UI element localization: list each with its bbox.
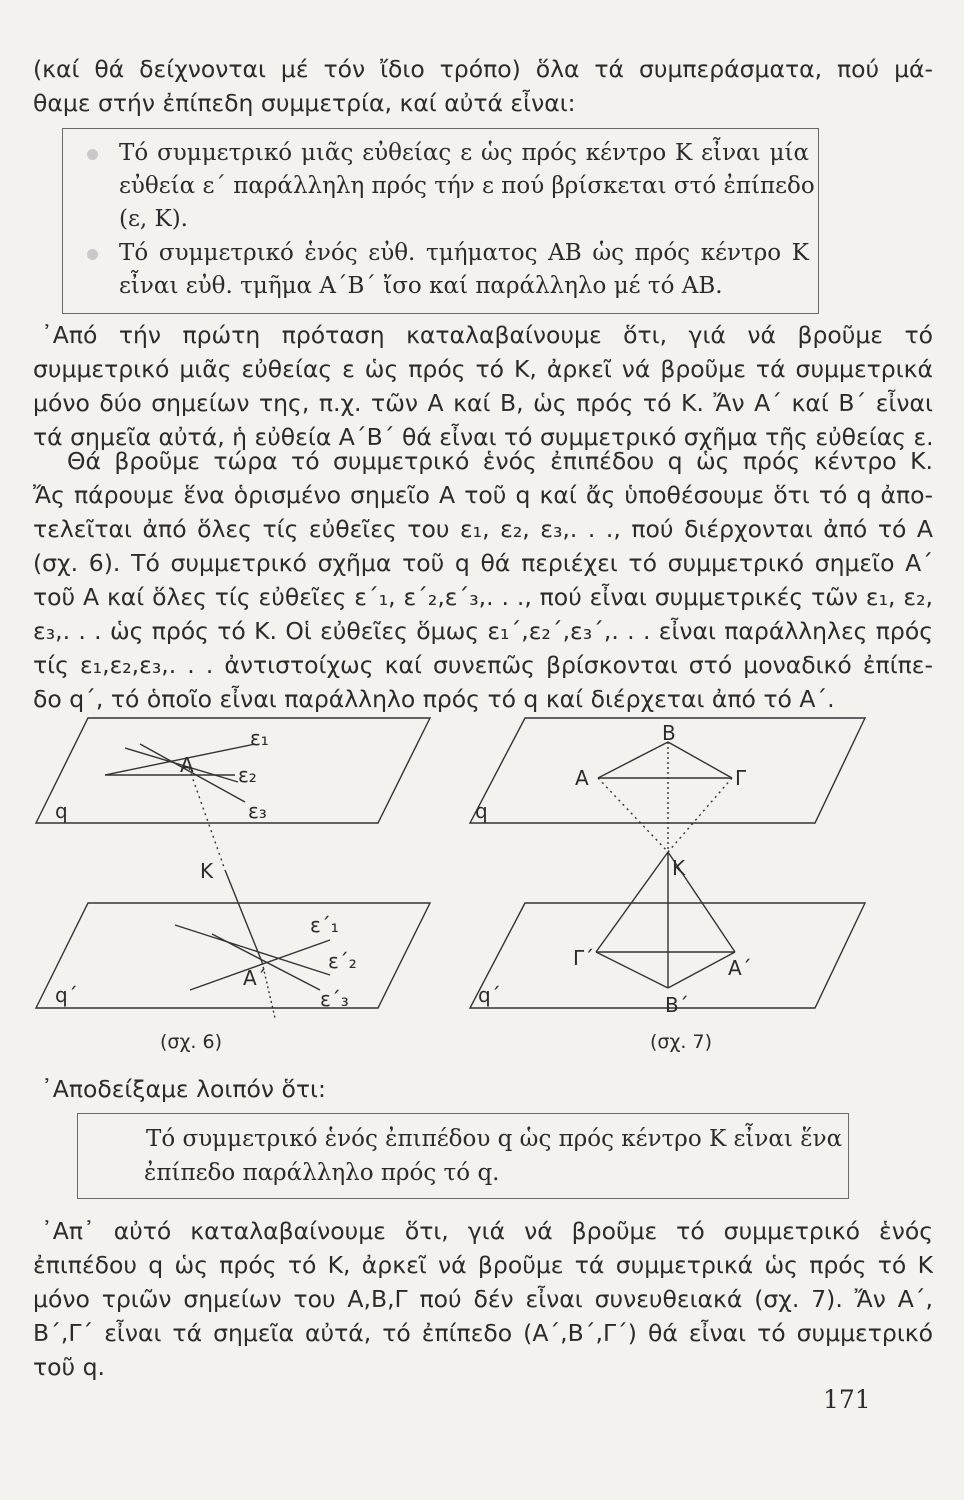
text-line: Ἄς πάρουμε ἕνα ὁρισμένο σημεῖο Α τοῦ q καί ἄς ὑποθέσουμε ὅτι τό q ἀπο-: [33, 481, 933, 509]
text-line: τά σημεῖα αὐτά, ἡ εὐθεία Α΄Β΄ θά εἶναι τό συμμετρικό σχῆμα τῆς εὐθείας ε.: [33, 423, 934, 451]
conclusion-intro: [33, 1072, 933, 1106]
label-K: Κ: [200, 859, 214, 883]
segment-G-K: [668, 778, 732, 852]
label-e1: ε₁: [250, 726, 269, 750]
text-line: τοῦ q.: [33, 1353, 105, 1381]
paragraph-3: [33, 1214, 933, 1384]
text-line: συμμετρικό μιᾶς εὐθείας ε ὡς πρός τό Κ, ἀρκεῖ νά βροῦμε τά συμμετρικά: [33, 355, 933, 383]
text-line: μόνο τριῶν σημείων του Α,Β,Γ πού δέν εἶναι συνευθειακά (σχ. 7). Ἄν Α΄,: [33, 1285, 933, 1313]
plane-q-prime: [36, 903, 430, 1008]
text-line: ε₃,. . . ὡς πρός τό Κ. Οἱ εὐθεῖες ὅμως ε₁΄,ε₂΄,ε₃΄,. . . εἶναι παράλληλες πρός: [33, 617, 933, 645]
figure-6-labels: [55, 726, 357, 1011]
label-A-prime: Α΄: [243, 966, 267, 990]
text-line: ᾿Απ᾿ αὐτό καταλαβαίνουμε ὅτι, γιά νά βροῦμε τό συμμετρικό ἑνός: [41, 1217, 933, 1245]
figure-6-caption: (σχ. 6): [160, 1031, 223, 1053]
property-item: [119, 137, 815, 236]
label-e3-prime: ε΄₃: [320, 987, 349, 1011]
label-K: Κ: [672, 856, 686, 880]
figure-7-caption: (σχ. 7): [650, 1031, 713, 1053]
label-e3: ε₃: [248, 799, 267, 823]
label-q: q: [475, 799, 488, 823]
text-line: εἶναι εὐθ. τμῆμα Α΄Β΄ ἴσο καί παράλληλο μέ τό ΑΒ.: [119, 273, 723, 299]
text-line: θαμε στήν ἐπίπεδη συμμετρία, καί αὐτά εἶναι:: [33, 89, 576, 117]
text-line: Τό συμμετρικό μιᾶς εὐθείας ε ὡς πρός κέντρο Κ εἶναι μία: [119, 140, 809, 166]
label-A: Α: [575, 766, 589, 790]
bullet-icon: [87, 249, 98, 260]
text-line: δο q΄, τό ὁποῖο εἶναι παράλληλο πρός τό q καί διέρχεται ἀπό τό Α΄.: [33, 685, 835, 713]
text-line: Β΄,Γ΄ εἶναι τά σημεῖα αὐτά, τό ἐπίπεδο (Α΄,Β΄,Γ΄) θά εἶναι τό συμμετρικό: [33, 1319, 933, 1347]
theorem-box: [77, 1113, 849, 1199]
text-line: ᾿Αποδείξαμε λοιπόν ὅτι:: [41, 1075, 326, 1103]
segment-A-K: [598, 778, 668, 852]
properties-box: [62, 128, 819, 314]
label-G-prime: Γ΄: [573, 946, 595, 970]
label-G: Γ: [735, 766, 747, 790]
plane-q: [36, 718, 430, 823]
text-line: ᾿Από τήν πρώτη πρόταση καταλαβαίνουμε ὅτι, γιά νά βροῦμε τό: [41, 321, 933, 349]
label-e2: ε₂: [238, 763, 257, 787]
segment-A-K: [189, 768, 225, 870]
label-e1-prime: ε΄₁: [310, 913, 339, 937]
label-q-prime: q΄: [55, 983, 78, 1007]
text-line: μόνο δύο σημείων της, π.χ. τῶν Α καί Β, ὡς πρός τό Κ. Ἄν Α΄ καί Β΄ εἶναι: [33, 389, 933, 417]
text-line: (ε, Κ).: [119, 206, 188, 232]
theorem-line: ἐπίπεδο παράλληλο πρός τό q.: [144, 1160, 500, 1186]
text-line: τελεῖται ἀπό ὅλες τίς εὐθεῖες του ε₁, ε₂, ε₃,. . ., πού διέρχονται ἀπό τό Α: [33, 515, 933, 543]
figure-6: [36, 718, 430, 1018]
label-e2-prime: ε΄₂: [328, 949, 357, 973]
segment-B-G: [668, 742, 732, 778]
text-line: τίς ε₁,ε₂,ε₃,. . . ἀντιστοίχως καί συνεπῶς βρίσκονται στό μοναδικό ἐπίπε-: [33, 651, 933, 679]
paragraph-2: [33, 444, 933, 716]
bullet-icon: [87, 149, 98, 160]
figures-svg: [0, 700, 964, 1060]
property-item: [119, 237, 809, 303]
label-A-prime: Α΄: [728, 956, 752, 980]
label-B-prime: Β΄: [665, 993, 689, 1017]
text-line: εὐθεία ε΄ παράλληλη πρός τήν ε πού βρίσκεται στό ἐπίπεδο: [119, 173, 815, 199]
segment-Bprime-Aprime: [668, 952, 735, 988]
label-A: Α: [180, 753, 194, 777]
text-line: (καί θά δείχνονται μέ τόν ἴδιο τρόπο) ὅλα τά συμπεράσματα, πού μά-: [33, 55, 933, 83]
segment-A-B: [598, 742, 668, 778]
segment-K-Gprime: [596, 852, 668, 952]
page-number: 171: [823, 1385, 871, 1414]
segment-K-Aprime: [225, 870, 262, 962]
intro-paragraph: [33, 52, 933, 120]
label-q-prime: q΄: [478, 983, 501, 1007]
text-line: Τό συμμετρικό ἑνός εὐθ. τμήματος ΑΒ ὡς πρός κέντρο Κ: [119, 240, 809, 266]
text-line: τοῦ Α καί ὅλες τίς εὐθεῖες ε΄₁, ε΄₂,ε΄₃,. . ., πού εἶναι συμμετρικές τῶν ε₁, ε₂,: [33, 583, 933, 611]
segment-Gprime-Bprime: [596, 952, 668, 988]
label-q: q: [55, 799, 68, 823]
text-line: Θά βροῦμε τώρα τό συμμετρικό ἑνός ἐπιπέδου q ὡς πρός κέντρο Κ.: [67, 447, 933, 475]
label-B: Β: [662, 721, 676, 745]
text-line: (σχ. 6). Τό συμμετρικό σχῆμα τοῦ q θά περιέχει τό συμμετρικό σημεῖο Α΄: [33, 549, 933, 577]
text-line: ἐπιπέδου q ὡς πρός τό Κ, ἀρκεῖ νά βροῦμε τά συμμετρικά ὡς πρός τό Κ: [33, 1251, 933, 1279]
figure-7: [470, 718, 865, 1008]
theorem-line: Τό συμμετρικό ἑνός ἐπιπέδου q ὡς πρός κέντρο Κ εἶναι ἕνα: [146, 1126, 843, 1152]
paragraph-1: [33, 318, 933, 454]
